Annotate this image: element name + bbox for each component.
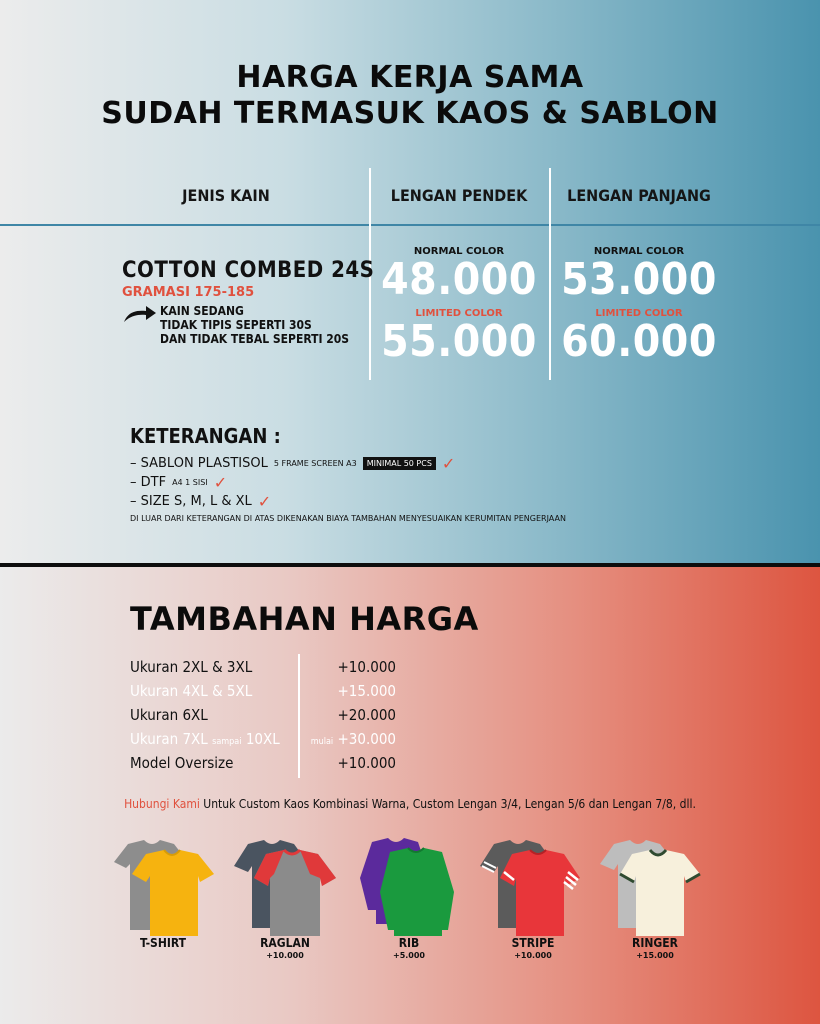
keterangan-dtf-main: – DTF [130, 475, 167, 490]
keterangan-size-main: – SIZE S, M, L & XL [130, 494, 252, 509]
checkmark-icon: ✓ [257, 492, 272, 511]
rib-model-icon [354, 838, 464, 938]
checkmark-icon: ✓ [441, 454, 456, 473]
tambahan-label-part: 10XL [245, 730, 280, 748]
keterangan-sablon-main: – SABLON PLASTISOL [130, 456, 268, 471]
main-title-line2: SUDAH TERMASUK KAOS & SABLON [101, 96, 719, 131]
tambahan-label: Ukuran 2XL & 3XL [130, 658, 253, 676]
short-normal-label: NORMAL COLOR [413, 246, 505, 257]
tambahan-value: +10.000 [337, 754, 396, 772]
col-header-long-sleeve: LENGAN PANJANG [567, 186, 711, 205]
model-price: +5.000 [392, 951, 425, 960]
fabric-desc-line2: TIDAK TIPIS SEPERTI 30S [160, 318, 312, 332]
model-label: RINGER [632, 936, 678, 950]
tambahan-row [130, 754, 396, 778]
tambahan-label [130, 730, 280, 748]
tambahan-row [130, 682, 396, 706]
keterangan-size [130, 492, 271, 511]
keterangan-sablon-detail: 5 FRAME SCREEN A3 [273, 459, 357, 468]
short-limited-label: LIMITED COLOR [415, 308, 503, 319]
model-price: +10.000 [266, 951, 304, 960]
tambahan-label: Model Oversize [130, 754, 234, 772]
short-limited-price: 55.000 [381, 316, 537, 367]
contact-text: Untuk Custom Kaos Kombinasi Warna, Custom Lengan 3/4, Lengan 5/6 dan Lengan 7/8, dll. [203, 797, 696, 811]
fabric-desc-line1: KAIN SEDANG [160, 304, 244, 318]
col-header-short-sleeve: LENGAN PENDEK [390, 186, 528, 205]
keterangan-note: DI LUAR DARI KETERANGAN DI ATAS DIKENAKAN BIAYA TAMBAHAN MENYESUAIKAN KERUMITAN PENGERJAAN [130, 514, 566, 523]
long-normal-price: 53.000 [561, 254, 717, 305]
long-limited-label: LIMITED COLOR [595, 308, 683, 319]
short-normal-price: 48.000 [381, 254, 537, 305]
contact-highlight: Hubungi Kami [124, 797, 200, 811]
keterangan-dtf-detail: A4 1 SISI [172, 478, 208, 487]
minimum-order-badge: MINIMAL 50 PCS [363, 457, 436, 470]
tambahan-value-amount: +30.000 [337, 730, 396, 748]
tambahan-label-sampai: sampai [212, 737, 242, 747]
tambahan-value: +10.000 [337, 658, 396, 676]
tambahan-label-part: Ukuran 7XL [130, 730, 208, 748]
model-price: +15.000 [636, 951, 674, 960]
col-header-fabric: JENIS KAIN [182, 186, 270, 205]
fabric-gramasi: GRAMASI 175-185 [122, 285, 255, 300]
tambahan-row [130, 658, 396, 682]
model-label: T-SHIRT [139, 936, 187, 950]
model-label: RIB [398, 936, 420, 950]
keterangan-dtf [130, 473, 227, 492]
raglan-model-icon [230, 838, 340, 938]
model-price: +10.000 [514, 951, 552, 960]
tambahan-value-mulai: mulai [310, 737, 334, 747]
keterangan-sablon [130, 454, 455, 473]
tshirt-model-icon [108, 838, 218, 938]
tambahan-row [130, 730, 396, 754]
tambahan-label: Ukuran 4XL & 5XL [130, 682, 253, 700]
curved-arrow-icon [122, 304, 158, 324]
table-header-line [0, 224, 820, 226]
tambahan-title: TAMBAHAN HARGA [130, 600, 479, 638]
tambahan-row [130, 706, 396, 730]
tambahan-label: Ukuran 6XL [130, 706, 208, 724]
model-label: STRIPE [511, 936, 555, 950]
keterangan-title: KETERANGAN : [130, 424, 281, 448]
long-limited-price: 60.000 [561, 316, 717, 367]
tambahan-value: +15.000 [337, 682, 396, 700]
contact-line [0, 797, 820, 811]
fabric-desc-line3: DAN TIDAK TEBAL SEPERTI 20S [160, 332, 350, 346]
stripe-model-icon [478, 838, 588, 938]
fabric-name: COTTON COMBED 24S [122, 258, 375, 283]
main-title-line1: HARGA KERJA SAMA [236, 60, 584, 95]
long-normal-label: NORMAL COLOR [593, 246, 685, 257]
tambahan-value: +20.000 [337, 706, 396, 724]
ringer-model-icon [600, 838, 710, 938]
tambahan-value [311, 730, 396, 748]
checkmark-icon: ✓ [213, 473, 228, 492]
model-label: RAGLAN [260, 936, 310, 950]
